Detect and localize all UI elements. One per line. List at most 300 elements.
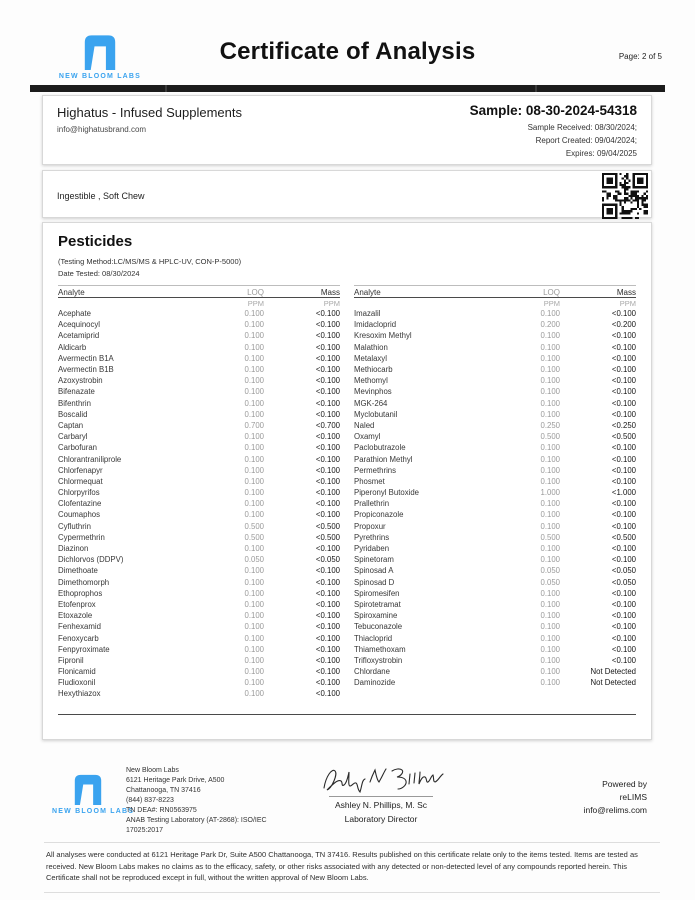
table-row (354, 442, 636, 453)
loq-cell: 0.100 (540, 499, 560, 509)
loq-cell: 0.700 (244, 420, 264, 430)
lims-name: reLIMS (619, 792, 647, 802)
analyte-cell: Dimethomorph (58, 577, 110, 587)
table-row (354, 577, 636, 588)
table-row (354, 453, 636, 464)
analyte-cell: Pyridaben (354, 544, 390, 554)
table-row (58, 330, 340, 341)
mass-cell: <0.100 (611, 387, 636, 397)
analyte-cell: Chlormequat (58, 476, 103, 486)
results-table-right (354, 285, 636, 700)
analyte-cell: Imidacloprid (354, 320, 397, 330)
table-row (354, 509, 636, 520)
table-row (58, 588, 340, 599)
product-card (42, 170, 652, 218)
table-row (354, 610, 636, 621)
loq-cell: 0.100 (244, 577, 264, 587)
loq-cell: 0.100 (244, 499, 264, 509)
mass-cell: <0.100 (315, 644, 340, 654)
mass-cell: <0.100 (611, 465, 636, 475)
table-row (354, 644, 636, 655)
table-row (58, 610, 340, 621)
analyte-cell: Naled (354, 420, 375, 430)
mass-cell: <0.100 (611, 365, 636, 375)
table-row (58, 509, 340, 520)
loq-cell: 0.050 (540, 566, 560, 576)
loq-cell: 0.100 (244, 320, 264, 330)
mass-cell: <0.100 (611, 309, 636, 319)
loq-cell: 0.100 (540, 588, 560, 598)
analyte-cell: Thiamethoxam (354, 644, 406, 654)
loq-cell: 0.050 (244, 555, 264, 565)
analyte-cell: Acephate (58, 309, 91, 319)
analyte-cell: Diazinon (58, 544, 89, 554)
analyte-cell: Spinetoram (354, 555, 394, 565)
mass-cell: <0.100 (611, 521, 636, 531)
mass-cell: <0.100 (611, 331, 636, 341)
table-row (58, 342, 340, 353)
mass-cell: <0.100 (611, 655, 636, 665)
footer (30, 762, 665, 840)
loq-cell: 0.100 (540, 510, 560, 520)
mass-cell: <0.100 (611, 633, 636, 643)
loq-cell: 0.100 (244, 432, 264, 442)
table-row (58, 431, 340, 442)
loq-cell: 0.100 (540, 633, 560, 643)
analyte-cell: Ethoprophos (58, 588, 103, 598)
loq-cell: 0.100 (540, 331, 560, 341)
analyte-cell: Propoxur (354, 521, 386, 531)
mass-cell: <0.100 (611, 588, 636, 598)
lab-address (126, 766, 267, 836)
loq-cell: 0.100 (244, 465, 264, 475)
loq-cell: 0.100 (244, 398, 264, 408)
analyte-cell: Bifenazate (58, 387, 95, 397)
results-columns (58, 285, 636, 700)
loq-cell: 0.100 (244, 443, 264, 453)
signatory-title: Laboratory Director (344, 814, 418, 824)
analyte-cell: Metalaxyl (354, 353, 387, 363)
analyte-cell: Flonicamid (58, 667, 96, 677)
analyte-cell: Myclobutanil (354, 409, 398, 419)
client-name: Highatus - Infused Supplements (57, 105, 242, 120)
analyte-cell: Chlordane (354, 667, 390, 677)
loq-cell: 0.100 (244, 644, 264, 654)
footer-logo (52, 772, 135, 815)
table-row (354, 621, 636, 632)
analyte-cell: Fenpyroximate (58, 644, 110, 654)
table-row (58, 644, 340, 655)
table-row (58, 398, 340, 409)
analyte-cell: Cyfluthrin (58, 521, 91, 531)
signature-icon (316, 762, 446, 796)
loq-cell: 0.100 (244, 510, 264, 520)
report-created: Report Created: 09/04/2024; (535, 136, 637, 145)
loq-cell: 0.100 (540, 376, 560, 386)
mass-cell: <0.500 (611, 432, 636, 442)
analyte-cell: Imazalil (354, 309, 381, 319)
loq-cell: 0.100 (540, 398, 560, 408)
loq-cell: 0.100 (244, 387, 264, 397)
table-row (354, 431, 636, 442)
signature-block (296, 762, 466, 824)
mass-cell: <0.100 (315, 465, 340, 475)
analyte-cell: Etoxazole (58, 611, 93, 621)
table-row (58, 453, 340, 464)
analyte-cell: Chlorpyrifos (58, 488, 100, 498)
table-header (354, 285, 636, 298)
logo-text: NEW BLOOM LABS (58, 73, 142, 80)
header-divider-bar (30, 85, 665, 92)
mass-cell: <0.100 (315, 409, 340, 419)
unit-row (354, 298, 636, 308)
analyte-cell: Fipronil (58, 655, 84, 665)
mass-cell: <0.100 (315, 499, 340, 509)
table-row (58, 498, 340, 509)
address-line: Chattanooga, TN 37416 (126, 787, 201, 794)
loq-cell: 0.100 (540, 443, 560, 453)
table-row (58, 465, 340, 476)
loq-cell: 0.100 (540, 387, 560, 397)
loq-cell: 0.100 (244, 599, 264, 609)
mass-cell: <0.100 (611, 454, 636, 464)
mass-cell: <0.100 (611, 611, 636, 621)
analyte-cell: Etofenprox (58, 599, 96, 609)
loq-cell: 0.100 (540, 622, 560, 632)
loq-cell: 0.100 (244, 689, 264, 699)
analyte-cell: Spirotetramat (354, 599, 401, 609)
mass-cell: <0.100 (315, 476, 340, 486)
mass-cell: <0.100 (315, 342, 340, 352)
table-row (354, 420, 636, 431)
table-row (354, 666, 636, 677)
analyte-cell: Daminozide (354, 678, 396, 688)
table-row (58, 655, 340, 666)
mass-cell: <0.100 (315, 320, 340, 330)
results-table-left (58, 285, 340, 700)
table-row (58, 364, 340, 375)
disclaimer-text: All analyses were conducted at 6121 Heritage Park Dr, Suite A500 Chattanooga, TN 37416. Results published on this certificate relate only to the items tested. Items are tested as received. New Bloom Labs makes no claims as to the efficacy, safety, or other risks associated with any detected or non-detected level of any compounds reported herein. This Certificate shall not be reproduced except in full, without the written approval of New Bloom Labs. (44, 842, 660, 893)
loq-cell: 0.100 (244, 566, 264, 576)
address-line: ANAB Testing Laboratory (AT-2868): ISO/IEC (126, 817, 267, 824)
mass-cell: <0.050 (315, 555, 340, 565)
table-row (58, 442, 340, 453)
col-loq: LOQ (543, 288, 560, 297)
loq-cell: 0.100 (540, 365, 560, 375)
loq-cell: 0.100 (244, 376, 264, 386)
unit-ppm: PPM (247, 298, 264, 308)
page-number: Page: 2 of 5 (618, 52, 662, 61)
loq-cell: 0.050 (540, 577, 560, 587)
analyte-cell: Spiroxamine (354, 611, 398, 621)
table-row (354, 632, 636, 643)
table-row (58, 319, 340, 330)
mass-cell: <0.100 (611, 342, 636, 352)
table-row (58, 621, 340, 632)
analyte-cell: Boscalid (58, 409, 88, 419)
table-row (354, 476, 636, 487)
table-body-right (354, 308, 636, 688)
analyte-cell: Aldicarb (58, 342, 87, 352)
analyte-cell: Kresoxim Methyl (354, 331, 412, 341)
section-title: Pesticides (58, 233, 133, 250)
mass-cell: <0.100 (315, 488, 340, 498)
unit-ppm: PPM (619, 298, 636, 308)
mass-cell: <0.100 (315, 353, 340, 363)
loq-cell: 0.100 (244, 655, 264, 665)
loq-cell: 0.100 (244, 342, 264, 352)
loq-cell: 0.100 (540, 409, 560, 419)
mass-cell: <0.050 (611, 577, 636, 587)
loq-cell: 0.100 (244, 588, 264, 598)
qr-code (602, 173, 648, 219)
col-mass: Mass (320, 288, 340, 297)
table-row (354, 353, 636, 364)
mass-cell: <0.100 (315, 544, 340, 554)
mass-cell: <0.100 (611, 544, 636, 554)
address-line: 17025:2017 (126, 827, 163, 834)
analyte-cell: Chlorfenapyr (58, 465, 103, 475)
mass-cell: <0.100 (315, 588, 340, 598)
mass-cell: <0.100 (611, 555, 636, 565)
analyte-cell: Fenhexamid (58, 622, 101, 632)
loq-cell: 1.000 (540, 488, 560, 498)
client-email: info@highatusbrand.com (57, 125, 147, 134)
mass-cell: <0.100 (315, 398, 340, 408)
table-row (354, 655, 636, 666)
table-row (354, 543, 636, 554)
table-row (354, 521, 636, 532)
loq-cell: 0.500 (540, 532, 560, 542)
mass-cell: <0.200 (611, 320, 636, 330)
analyte-cell: Phosmet (354, 476, 385, 486)
table-row (58, 476, 340, 487)
loq-cell: 0.100 (540, 599, 560, 609)
analyte-cell: Parathion Methyl (354, 454, 413, 464)
table-row (354, 342, 636, 353)
unit-row (58, 298, 340, 308)
sample-dates (470, 121, 637, 160)
col-loq: LOQ (247, 288, 264, 297)
unit-ppm: PPM (543, 298, 560, 308)
table-row (58, 375, 340, 386)
mass-cell: <0.500 (315, 521, 340, 531)
lims-info (584, 778, 647, 817)
address-line: TN DEA#: RN0563975 (126, 807, 197, 814)
mass-cell: <0.100 (611, 443, 636, 453)
loq-cell: 0.100 (244, 667, 264, 677)
page-title: Certificate of Analysis (219, 38, 476, 65)
mass-cell: <0.100 (315, 611, 340, 621)
analyte-cell: Propiconazole (354, 510, 404, 520)
pesticides-card (42, 222, 652, 740)
analyte-cell: Tebuconazole (354, 622, 403, 632)
client-sample-card (42, 95, 652, 165)
logo-text: NEW BLOOM LABS (52, 808, 135, 815)
address-line: New Bloom Labs (126, 767, 179, 774)
mass-cell: <0.100 (315, 689, 340, 699)
table-row (58, 487, 340, 498)
analyte-cell: Avermectin B1A (58, 353, 114, 363)
col-analyte: Analyte (58, 288, 85, 297)
mass-cell: <0.100 (315, 599, 340, 609)
analyte-cell: Pyrethrins (354, 532, 390, 542)
analyte-cell: Dimethoate (58, 566, 98, 576)
testing-method: (Testing Method:LC/MS/MS & HPLC-UV, CON-P-5000) (58, 257, 242, 266)
mass-cell: <1.000 (611, 488, 636, 498)
loq-cell: 0.100 (540, 611, 560, 621)
table-row (58, 577, 340, 588)
mass-cell: <0.100 (315, 667, 340, 677)
address-line: (844) 837-8223 (126, 797, 174, 804)
col-analyte: Analyte (354, 288, 381, 297)
loq-cell: 0.100 (540, 476, 560, 486)
signatory-name: Ashley N. Phillips, M. Sc (334, 800, 428, 810)
sample-expires: Expires: 09/04/2025 (565, 149, 637, 158)
analyte-cell: Thiacloprid (354, 633, 393, 643)
mass-cell: <0.100 (315, 432, 340, 442)
loq-cell: 0.500 (244, 532, 264, 542)
table-row (354, 565, 636, 576)
mass-cell: <0.700 (315, 420, 340, 430)
table-row (58, 688, 340, 699)
address-line: 6121 Heritage Park Drive, A500 (126, 777, 225, 784)
table-row (354, 386, 636, 397)
date-tested: Date Tested: 08/30/2024 (58, 269, 140, 278)
analyte-cell: Coumaphos (58, 510, 101, 520)
loq-cell: 0.100 (244, 365, 264, 375)
mass-cell: <0.100 (315, 510, 340, 520)
loq-cell: 0.100 (244, 633, 264, 643)
analyte-cell: Avermectin B1B (58, 365, 114, 375)
table-row (354, 465, 636, 476)
analyte-cell: Clofentazine (58, 499, 102, 509)
mass-cell: <0.250 (611, 420, 636, 430)
loq-cell: 0.100 (540, 353, 560, 363)
analyte-cell: Paclobutrazole (354, 443, 406, 453)
loq-cell: 0.100 (540, 465, 560, 475)
table-row (58, 632, 340, 643)
loq-cell: 0.100 (244, 476, 264, 486)
table-row (354, 554, 636, 565)
table-row (58, 386, 340, 397)
table-row (58, 666, 340, 677)
sample-id: Sample: 08-30-2024-54318 (469, 103, 637, 118)
table-row (58, 554, 340, 565)
table-row (354, 398, 636, 409)
table-row (58, 409, 340, 420)
table-header (58, 285, 340, 298)
analyte-cell: Carbofuran (58, 443, 98, 453)
table-row (58, 420, 340, 431)
loq-cell: 0.100 (540, 544, 560, 554)
loq-cell: 0.100 (540, 342, 560, 352)
analyte-cell: Hexythiazox (58, 689, 101, 699)
table-row (354, 532, 636, 543)
mass-cell: <0.100 (611, 644, 636, 654)
table-row (354, 599, 636, 610)
analyte-cell: Captan (58, 420, 84, 430)
mass-cell: <0.100 (611, 376, 636, 386)
mass-cell: <0.100 (315, 365, 340, 375)
analyte-cell: Mevinphos (354, 387, 392, 397)
analyte-cell: Oxamyl (354, 432, 381, 442)
mass-cell: <0.100 (315, 309, 340, 319)
analyte-cell: Azoxystrobin (58, 376, 103, 386)
loq-cell: 0.100 (540, 309, 560, 319)
analyte-cell: Spiromesifen (354, 588, 400, 598)
loq-cell: 0.100 (244, 622, 264, 632)
analyte-cell: Acetamiprid (58, 331, 100, 341)
loq-cell: 0.100 (244, 409, 264, 419)
product-type: Ingestible , Soft Chew (57, 191, 145, 201)
analyte-cell: Acequinocyl (58, 320, 101, 330)
table-row (58, 308, 340, 319)
table-row (354, 375, 636, 386)
powered-by-label: Powered by (602, 779, 647, 789)
analyte-cell: Fludioxonil (58, 678, 96, 688)
table-row (354, 588, 636, 599)
col-mass: Mass (616, 288, 636, 297)
mass-cell: Not Detected (590, 678, 636, 688)
mass-cell: <0.100 (611, 622, 636, 632)
mass-cell: <0.500 (315, 532, 340, 542)
table-row (58, 532, 340, 543)
table-row (354, 308, 636, 319)
table-row (58, 599, 340, 610)
mass-cell: <0.100 (611, 499, 636, 509)
loq-cell: 0.100 (540, 644, 560, 654)
analyte-cell: Cypermethrin (58, 532, 105, 542)
analyte-cell: Methiocarb (354, 365, 393, 375)
loq-cell: 0.100 (244, 331, 264, 341)
mass-cell: <0.100 (315, 566, 340, 576)
loq-cell: 0.100 (244, 353, 264, 363)
analyte-cell: Bifenthrin (58, 398, 91, 408)
table-row (354, 498, 636, 509)
analyte-cell: MGK-264 (354, 398, 388, 408)
table-row (58, 521, 340, 532)
mass-cell: <0.050 (611, 566, 636, 576)
loq-cell: 0.100 (244, 678, 264, 688)
mass-cell: <0.100 (315, 655, 340, 665)
loq-cell: 0.100 (244, 611, 264, 621)
mass-cell: <0.100 (611, 510, 636, 520)
table-row (354, 319, 636, 330)
unit-ppm: PPM (323, 298, 340, 308)
table-bottom-rule (58, 714, 636, 715)
loq-cell: 0.100 (244, 544, 264, 554)
table-body-left (58, 308, 340, 700)
loq-cell: 0.100 (540, 678, 560, 688)
analyte-cell: Malathion (354, 342, 388, 352)
mass-cell: Not Detected (590, 667, 636, 677)
loq-cell: 0.100 (244, 488, 264, 498)
mass-cell: <0.100 (315, 454, 340, 464)
loq-cell: 0.100 (540, 555, 560, 565)
analyte-cell: Permethrins (354, 465, 397, 475)
mass-cell: <0.100 (315, 633, 340, 643)
bar-gap (165, 85, 167, 92)
table-row (58, 565, 340, 576)
table-row (354, 677, 636, 688)
loq-cell: 0.250 (540, 420, 560, 430)
loq-cell: 0.500 (244, 521, 264, 531)
mass-cell: <0.100 (315, 331, 340, 341)
mass-cell: <0.100 (315, 443, 340, 453)
loq-cell: 0.100 (540, 521, 560, 531)
signature-rule (329, 796, 433, 797)
